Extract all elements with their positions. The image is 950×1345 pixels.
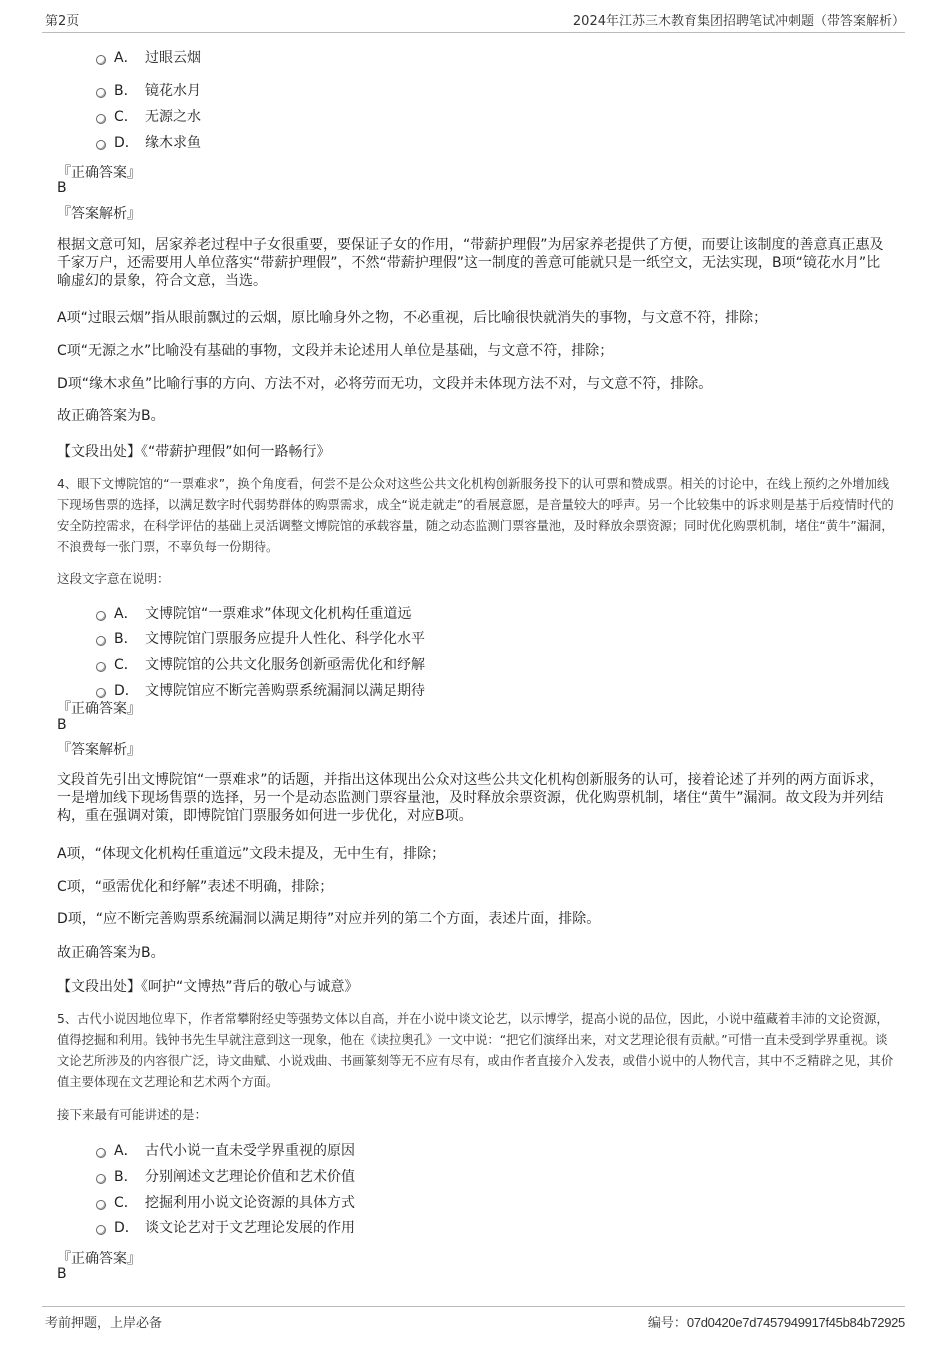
answer-value: B [57,1266,67,1282]
q4-option-b[interactable]: B． 文博院馆门票服务应提升人性化、科学化水平 [96,629,425,649]
q5-option-b[interactable]: B． 分别阐述文艺理论价值和艺术价值 [96,1167,355,1187]
answer-value: B [57,180,67,196]
answer-label: 『正确答案』 [57,165,141,181]
analysis-text: 根据文意可知，居家养老过程中子女很重要，要保证子女的作用，“带薪护理假”为居家养老提供了方便，而要让该制度的善意真正惠及千家万户，还需要用人单位落实“带薪护理假”，不然“带薪护理假”这一制度的善意可能就只是一纸空文，无法实现，B项“镜花水月”比喻虚幻的景象，符合文意，当选。 [57,237,884,289]
source: 【文段出处】《呵护“文博热”背后的敬心与诚意》 [57,979,359,995]
page-number: 第2页 [45,14,80,29]
question-stem: 4、眼下文博院馆的“一票难求”，换个角度看，何尝不是公众对这些公共文化机构创新服务投下的认可票和赞成票。相关的讨论中，在线上预约之外增加线下现场售票的选择，以满足数字时代弱势群体的购票需求，成全“说走就走”的看展意愿，是音量较大的呼声。另一个比较集中的诉求则是基于后疫情时代的安全防控需求，在科学评估的基础上灵活调整文博院馆的承载容量，随之动态监测门票容量池，及时释放余票资源；同时优化购票机制，堵住“黄牛”漏洞，不浪费每一张门票，不辜负每一份期待。 [57,477,894,554]
radio-icon[interactable] [96,1225,106,1235]
document-code: 编号：07d0420e7d7457949917f45b84b72925 [647,1315,905,1331]
q5-option-c[interactable]: C． 挖掘利用小说文论资源的具体方式 [96,1193,355,1213]
analysis-note: D项，“应不断完善购票系统漏洞以满足期待”对应并列的第二个方面，表述片面，排除。 [57,911,601,927]
analysis-note: A项，“体现文化机构任重道远”文段未提及，无中生有，排除； [57,846,446,862]
q3-option-a[interactable]: A． 过眼云烟 [96,48,201,68]
radio-icon[interactable] [96,140,106,150]
answer-label: 『正确答案』 [57,1251,141,1267]
radio-icon[interactable] [96,55,106,65]
conclusion: 故正确答案为B。 [57,945,165,961]
question-prompt: 接下来最有可能讲述的是： [57,1107,208,1122]
question-prompt: 这段文字意在说明： [57,571,170,586]
footer-slogan: 考前押题，上岸必备 [45,1316,163,1331]
question-stem: 5、古代小说因地位卑下，作者常攀附经史等强势文体以自高，并在小说中谈文论艺，以示博学，提高小说的品位，因此，小说中蕴藏着丰沛的文论资源，值得挖掘和利用。钱钟书先生早就注意到这一现象，他在《读拉奥孔》一文中说：“把它们演绎出来，对文艺理论很有贡献。”可惜一直未受到学界重视。谈文论艺所涉及的内容很广泛，诗文曲赋、小说戏曲、书画篆刻等无不应有尽有，或由作者直接介入发表，或借小说中的人物代言，其中不乏精辟之见，其价值主要体现在文艺理论和艺术两个方面。 [57,1012,894,1089]
q4-option-d[interactable]: D． 文博院馆应不断完善购票系统漏洞以满足期待 [96,681,425,701]
analysis-note: A项“过眼云烟”指从眼前飘过的云烟，原比喻身外之物，不必重视，后比喻很快就消失的事物，与文意不符，排除； [57,310,768,326]
q5-option-a[interactable]: A． 古代小说一直未受学界重视的原因 [96,1141,355,1161]
radio-icon[interactable] [96,1200,106,1210]
q5-option-d[interactable]: D． 谈文论艺对于文艺理论发展的作用 [96,1218,355,1238]
radio-icon[interactable] [96,88,106,98]
radio-icon[interactable] [96,114,106,124]
q3-option-c[interactable]: C． 无源之水 [96,107,201,127]
answer-label: 『正确答案』 [57,701,141,717]
q4-option-c[interactable]: C． 文博院馆的公共文化服务创新亟需优化和纾解 [96,655,425,675]
document-title: 2024年江苏三木教育集团招聘笔试冲刺题（带答案解析） [572,14,905,29]
analysis-note: D项“缘木求鱼”比喻行事的方向、方法不对，必将劳而无功，文段并未体现方法不对，与文意不符，排除。 [57,376,713,392]
footer-divider [42,1306,905,1307]
conclusion: 故正确答案为B。 [57,408,165,424]
radio-icon[interactable] [96,611,106,621]
answer-value: B [57,717,67,733]
analysis-note: C项，“亟需优化和纾解”表述不明确，排除； [57,879,334,895]
analysis-text: 文段首先引出文博院馆“一票难求”的话题，并指出这体现出公众对这些公共文化机构创新服务的认可，接着论述了并列的两方面诉求，一是增加线下现场售票的选择，另一个是动态监测门票容量池，及时释放余票资源，优化购票机制，堵住“黄牛”漏洞。故文段为并列结构，重在强调对策，即博院馆门票服务如何进一步优化，对应B项。 [57,772,884,824]
analysis-note: C项“无源之水”比喻没有基础的事物，文段并未论述用人单位是基础，与文意不符，排除； [57,343,614,359]
radio-icon[interactable] [96,688,106,698]
radio-icon[interactable] [96,1174,106,1184]
q3-option-b[interactable]: B． 镜花水月 [96,81,201,101]
radio-icon[interactable] [96,662,106,672]
radio-icon[interactable] [96,636,106,646]
q3-option-d[interactable]: D． 缘木求鱼 [96,133,201,153]
header-divider [42,32,905,33]
q4-option-a[interactable]: A． 文博院馆“一票难求”体现文化机构任重道远 [96,604,412,624]
analysis-label: 『答案解析』 [57,206,141,222]
analysis-label: 『答案解析』 [57,742,141,758]
radio-icon[interactable] [96,1148,106,1158]
source: 【文段出处】《“带薪护理假”如何一路畅行》 [57,444,331,460]
